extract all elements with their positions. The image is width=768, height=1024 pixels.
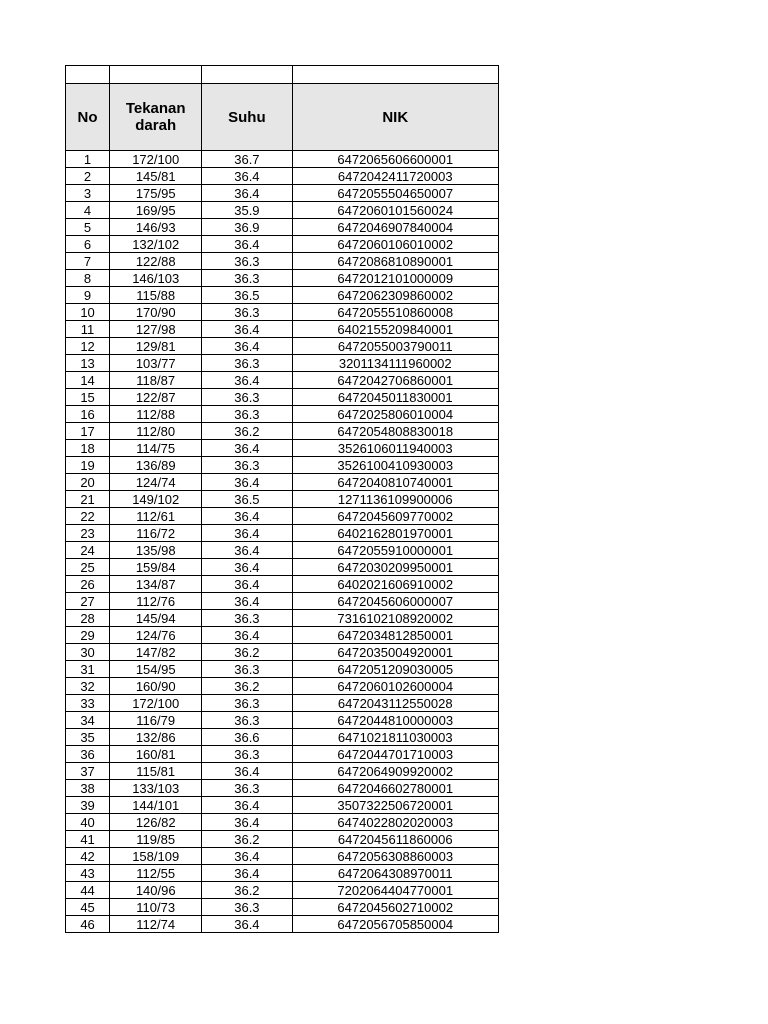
cell-suhu: 36.4 — [202, 474, 292, 491]
table-row — [66, 525, 499, 542]
cell-suhu: 36.3 — [202, 661, 292, 678]
cell-tekanan-darah: 159/84 — [110, 559, 202, 576]
cell-tekanan-darah: 112/80 — [110, 423, 202, 440]
cell-nik: 6472060102600004 — [292, 678, 499, 695]
cell-suhu: 36.4 — [202, 525, 292, 542]
cell-tekanan-darah: 160/81 — [110, 746, 202, 763]
cell-nik: 6472045611860006 — [292, 831, 499, 848]
table-row — [66, 814, 499, 831]
cell-suhu: 36.3 — [202, 712, 292, 729]
cell-nik: 6472054808830018 — [292, 423, 499, 440]
cell-no: 39 — [66, 797, 110, 814]
cell-suhu: 36.4 — [202, 593, 292, 610]
cell-tekanan-darah: 115/81 — [110, 763, 202, 780]
cell-suhu: 36.3 — [202, 304, 292, 321]
cell-suhu: 36.3 — [202, 746, 292, 763]
cell-no: 11 — [66, 321, 110, 338]
cell-suhu: 36.4 — [202, 508, 292, 525]
cell-suhu: 36.7 — [202, 151, 292, 168]
table-row — [66, 882, 499, 899]
cell-tekanan-darah: 160/90 — [110, 678, 202, 695]
cell-nik: 6472030209950001 — [292, 559, 499, 576]
header-row — [66, 84, 499, 151]
cell-suhu: 36.4 — [202, 168, 292, 185]
table-row — [66, 780, 499, 797]
table-row — [66, 236, 499, 253]
table-row — [66, 202, 499, 219]
cell-nik: 3507322506720001 — [292, 797, 499, 814]
table-row — [66, 661, 499, 678]
table-row — [66, 304, 499, 321]
cell-tekanan-darah: 112/55 — [110, 865, 202, 882]
table-body — [66, 66, 499, 933]
cell-tekanan-darah: 124/74 — [110, 474, 202, 491]
table-row — [66, 508, 499, 525]
cell-nik: 6472055910000001 — [292, 542, 499, 559]
cell-suhu: 36.4 — [202, 916, 292, 933]
table-row — [66, 440, 499, 457]
blank-cell — [66, 66, 110, 84]
cell-suhu: 35.9 — [202, 202, 292, 219]
cell-nik: 7316102108920002 — [292, 610, 499, 627]
cell-tekanan-darah: 122/87 — [110, 389, 202, 406]
blank-cell — [202, 66, 292, 84]
cell-tekanan-darah: 129/81 — [110, 338, 202, 355]
cell-no: 43 — [66, 865, 110, 882]
cell-no: 26 — [66, 576, 110, 593]
cell-nik: 6472055504650007 — [292, 185, 499, 202]
cell-nik: 3201134111960002 — [292, 355, 499, 372]
cell-nik: 6402162801970001 — [292, 525, 499, 542]
cell-suhu: 36.3 — [202, 457, 292, 474]
table-row — [66, 865, 499, 882]
cell-no: 7 — [66, 253, 110, 270]
cell-no: 18 — [66, 440, 110, 457]
cell-nik: 6472062309860002 — [292, 287, 499, 304]
cell-suhu: 36.3 — [202, 406, 292, 423]
cell-suhu: 36.2 — [202, 678, 292, 695]
cell-tekanan-darah: 172/100 — [110, 151, 202, 168]
cell-suhu: 36.3 — [202, 270, 292, 287]
cell-no: 22 — [66, 508, 110, 525]
table-row — [66, 185, 499, 202]
cell-suhu: 36.4 — [202, 763, 292, 780]
table-row — [66, 831, 499, 848]
cell-suhu: 36.4 — [202, 814, 292, 831]
cell-no: 31 — [66, 661, 110, 678]
cell-suhu: 36.3 — [202, 695, 292, 712]
cell-tekanan-darah: 126/82 — [110, 814, 202, 831]
cell-no: 41 — [66, 831, 110, 848]
table-row — [66, 542, 499, 559]
cell-nik: 6472060106010002 — [292, 236, 499, 253]
cell-no: 30 — [66, 644, 110, 661]
cell-tekanan-darah: 145/94 — [110, 610, 202, 627]
cell-suhu: 36.3 — [202, 253, 292, 270]
cell-no: 32 — [66, 678, 110, 695]
table-row — [66, 457, 499, 474]
header-suhu: Suhu — [202, 84, 292, 151]
cell-tekanan-darah: 134/87 — [110, 576, 202, 593]
cell-no: 25 — [66, 559, 110, 576]
cell-nik: 6472042706860001 — [292, 372, 499, 389]
table-row — [66, 627, 499, 644]
blank-cell — [292, 66, 499, 84]
cell-tekanan-darah: 140/96 — [110, 882, 202, 899]
header-tekanan-darah: Tekanan darah — [110, 84, 202, 151]
cell-nik: 3526106011940003 — [292, 440, 499, 457]
cell-no: 13 — [66, 355, 110, 372]
cell-suhu: 36.4 — [202, 440, 292, 457]
cell-no: 1 — [66, 151, 110, 168]
cell-suhu: 36.5 — [202, 287, 292, 304]
cell-no: 37 — [66, 763, 110, 780]
table-row — [66, 712, 499, 729]
table-row — [66, 899, 499, 916]
cell-no: 19 — [66, 457, 110, 474]
cell-no: 12 — [66, 338, 110, 355]
cell-suhu: 36.2 — [202, 831, 292, 848]
cell-tekanan-darah: 103/77 — [110, 355, 202, 372]
table-row — [66, 746, 499, 763]
cell-tekanan-darah: 124/76 — [110, 627, 202, 644]
cell-suhu: 36.3 — [202, 355, 292, 372]
cell-no: 27 — [66, 593, 110, 610]
cell-nik: 3526100410930003 — [292, 457, 499, 474]
cell-tekanan-darah: 112/76 — [110, 593, 202, 610]
cell-no: 28 — [66, 610, 110, 627]
cell-tekanan-darah: 135/98 — [110, 542, 202, 559]
cell-tekanan-darah: 158/109 — [110, 848, 202, 865]
cell-no: 4 — [66, 202, 110, 219]
cell-no: 24 — [66, 542, 110, 559]
cell-tekanan-darah: 112/74 — [110, 916, 202, 933]
table-row — [66, 287, 499, 304]
cell-nik: 6472055510860008 — [292, 304, 499, 321]
table-row — [66, 253, 499, 270]
cell-nik: 6472056705850004 — [292, 916, 499, 933]
cell-tekanan-darah: 132/86 — [110, 729, 202, 746]
table-row — [66, 491, 499, 508]
cell-nik: 6472025806010004 — [292, 406, 499, 423]
cell-nik: 6472060101560024 — [292, 202, 499, 219]
cell-tekanan-darah: 112/88 — [110, 406, 202, 423]
cell-nik: 6472086810890001 — [292, 253, 499, 270]
cell-tekanan-darah: 116/79 — [110, 712, 202, 729]
cell-nik: 6471021811030003 — [292, 729, 499, 746]
table-row — [66, 168, 499, 185]
cell-nik: 6472044701710003 — [292, 746, 499, 763]
cell-nik: 1271136109900006 — [292, 491, 499, 508]
table-row — [66, 474, 499, 491]
table-row — [66, 338, 499, 355]
table-row — [66, 406, 499, 423]
cell-suhu: 36.2 — [202, 882, 292, 899]
cell-tekanan-darah: 119/85 — [110, 831, 202, 848]
cell-no: 29 — [66, 627, 110, 644]
cell-nik: 6472051209030005 — [292, 661, 499, 678]
blank-cell — [110, 66, 202, 84]
cell-suhu: 36.4 — [202, 848, 292, 865]
table-row — [66, 695, 499, 712]
cell-no: 38 — [66, 780, 110, 797]
cell-tekanan-darah: 114/75 — [110, 440, 202, 457]
cell-suhu: 36.4 — [202, 372, 292, 389]
cell-nik: 6472064308970011 — [292, 865, 499, 882]
cell-no: 9 — [66, 287, 110, 304]
cell-nik: 6472064909920002 — [292, 763, 499, 780]
cell-tekanan-darah: 127/98 — [110, 321, 202, 338]
cell-nik: 6472034812850001 — [292, 627, 499, 644]
cell-no: 45 — [66, 899, 110, 916]
cell-no: 44 — [66, 882, 110, 899]
cell-suhu: 36.4 — [202, 797, 292, 814]
table-row — [66, 389, 499, 406]
cell-nik: 7202064404770001 — [292, 882, 499, 899]
cell-nik: 6472045609770002 — [292, 508, 499, 525]
table-row — [66, 848, 499, 865]
cell-tekanan-darah: 154/95 — [110, 661, 202, 678]
cell-nik: 6472040810740001 — [292, 474, 499, 491]
cell-suhu: 36.4 — [202, 627, 292, 644]
cell-nik: 6472056308860003 — [292, 848, 499, 865]
cell-no: 15 — [66, 389, 110, 406]
cell-no: 40 — [66, 814, 110, 831]
table-row — [66, 321, 499, 338]
table-row — [66, 729, 499, 746]
cell-tekanan-darah: 118/87 — [110, 372, 202, 389]
table-row — [66, 644, 499, 661]
table-row — [66, 151, 499, 168]
cell-suhu: 36.2 — [202, 423, 292, 440]
cell-suhu: 36.4 — [202, 542, 292, 559]
cell-nik: 6472065606600001 — [292, 151, 499, 168]
cell-tekanan-darah: 170/90 — [110, 304, 202, 321]
cell-tekanan-darah: 132/102 — [110, 236, 202, 253]
cell-no: 2 — [66, 168, 110, 185]
cell-tekanan-darah: 146/103 — [110, 270, 202, 287]
cell-suhu: 36.2 — [202, 644, 292, 661]
cell-no: 8 — [66, 270, 110, 287]
header-nik: NIK — [292, 84, 499, 151]
cell-suhu: 36.9 — [202, 219, 292, 236]
cell-no: 46 — [66, 916, 110, 933]
table-row — [66, 219, 499, 236]
cell-nik: 6474022802020003 — [292, 814, 499, 831]
cell-no: 10 — [66, 304, 110, 321]
cell-tekanan-darah: 145/81 — [110, 168, 202, 185]
cell-tekanan-darah: 115/88 — [110, 287, 202, 304]
cell-suhu: 36.4 — [202, 321, 292, 338]
table-row — [66, 423, 499, 440]
cell-suhu: 36.3 — [202, 610, 292, 627]
table-row — [66, 916, 499, 933]
cell-nik: 6402021606910002 — [292, 576, 499, 593]
cell-tekanan-darah: 144/101 — [110, 797, 202, 814]
blank-row — [66, 66, 499, 84]
cell-no: 42 — [66, 848, 110, 865]
cell-no: 17 — [66, 423, 110, 440]
cell-no: 14 — [66, 372, 110, 389]
cell-nik: 6472035004920001 — [292, 644, 499, 661]
cell-suhu: 36.4 — [202, 576, 292, 593]
cell-no: 3 — [66, 185, 110, 202]
table-row — [66, 797, 499, 814]
cell-nik: 6472045602710002 — [292, 899, 499, 916]
cell-nik: 6472044810000003 — [292, 712, 499, 729]
cell-no: 6 — [66, 236, 110, 253]
cell-nik: 6472043112550028 — [292, 695, 499, 712]
cell-no: 36 — [66, 746, 110, 763]
cell-suhu: 36.4 — [202, 865, 292, 882]
cell-nik: 6472046602780001 — [292, 780, 499, 797]
table-row — [66, 355, 499, 372]
cell-no: 34 — [66, 712, 110, 729]
table-row — [66, 610, 499, 627]
table-row — [66, 270, 499, 287]
cell-tekanan-darah: 146/93 — [110, 219, 202, 236]
cell-tekanan-darah: 172/100 — [110, 695, 202, 712]
cell-tekanan-darah: 133/103 — [110, 780, 202, 797]
table-row — [66, 593, 499, 610]
cell-no: 16 — [66, 406, 110, 423]
cell-suhu: 36.3 — [202, 899, 292, 916]
cell-tekanan-darah: 136/89 — [110, 457, 202, 474]
cell-no: 23 — [66, 525, 110, 542]
cell-suhu: 36.5 — [202, 491, 292, 508]
table-row — [66, 678, 499, 695]
cell-tekanan-darah: 110/73 — [110, 899, 202, 916]
cell-nik: 6472045606000007 — [292, 593, 499, 610]
cell-suhu: 36.4 — [202, 338, 292, 355]
cell-tekanan-darah: 116/72 — [110, 525, 202, 542]
cell-suhu: 36.3 — [202, 389, 292, 406]
cell-suhu: 36.4 — [202, 185, 292, 202]
cell-no: 21 — [66, 491, 110, 508]
cell-no: 35 — [66, 729, 110, 746]
cell-nik: 6472046907840004 — [292, 219, 499, 236]
cell-tekanan-darah: 147/82 — [110, 644, 202, 661]
cell-tekanan-darah: 169/95 — [110, 202, 202, 219]
table-row — [66, 559, 499, 576]
table-row — [66, 763, 499, 780]
cell-nik: 6472012101000009 — [292, 270, 499, 287]
cell-tekanan-darah: 175/95 — [110, 185, 202, 202]
cell-no: 20 — [66, 474, 110, 491]
cell-nik: 6472045011830001 — [292, 389, 499, 406]
cell-nik: 6472055003790011 — [292, 338, 499, 355]
table-row — [66, 372, 499, 389]
cell-suhu: 36.4 — [202, 236, 292, 253]
cell-suhu: 36.4 — [202, 559, 292, 576]
cell-tekanan-darah: 149/102 — [110, 491, 202, 508]
cell-suhu: 36.3 — [202, 780, 292, 797]
table-row — [66, 576, 499, 593]
header-no: No — [66, 84, 110, 151]
cell-tekanan-darah: 122/88 — [110, 253, 202, 270]
data-table — [65, 65, 499, 933]
cell-suhu: 36.6 — [202, 729, 292, 746]
cell-nik: 6402155209840001 — [292, 321, 499, 338]
cell-no: 33 — [66, 695, 110, 712]
cell-no: 5 — [66, 219, 110, 236]
cell-nik: 6472042411720003 — [292, 168, 499, 185]
cell-tekanan-darah: 112/61 — [110, 508, 202, 525]
